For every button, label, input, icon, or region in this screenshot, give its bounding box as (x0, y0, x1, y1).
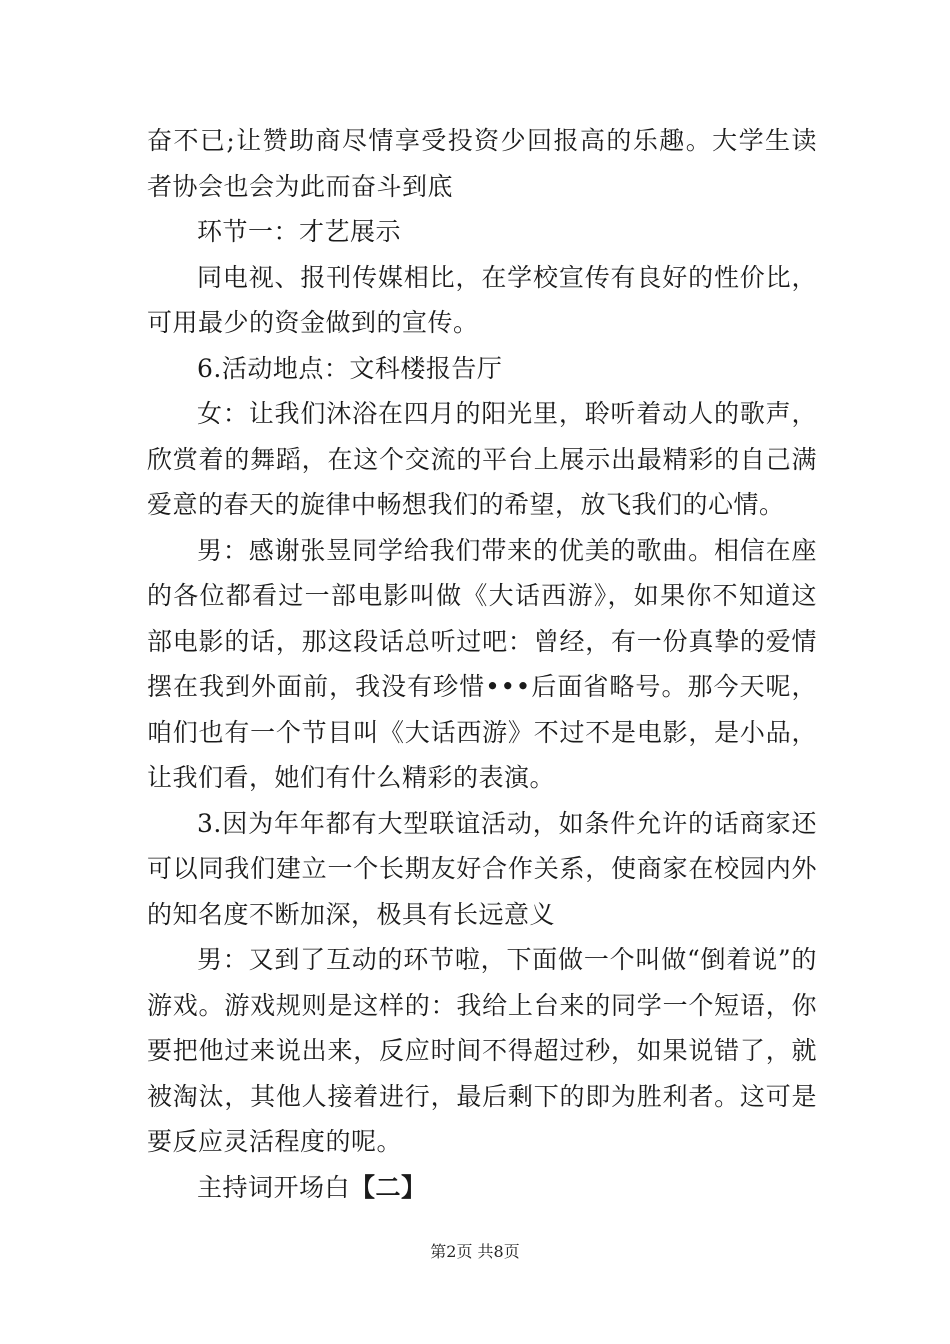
paragraph: 环节一：才艺展示 (197, 217, 402, 246)
paragraph: 奋不已;让赞助商尽情享受投资少回报高的乐趣。大学生读者协会也会为此而奋斗到底 (147, 126, 817, 201)
page-footer: 第2页 共8页 (430, 1242, 520, 1261)
section-heading-number: 【二】 (350, 1172, 427, 1202)
paragraph: 6.活动地点：文科楼报告厅 (197, 353, 503, 383)
paragraph: 女：让我们沐浴在四月的阳光里，聆听着动人的歌声，欣赏着的舞蹈，在这个交流的平台上展示出最精彩的自己满爱意的春天的旋律中畅想我们的希望，放飞我们的心情。 (147, 399, 817, 519)
section-heading (147, 1165, 817, 1211)
paragraph: 男：又到了互动的环节啦，下面做一个叫做“倒着说”的游戏。游戏规则是这样的：我给上台来的同学一个短语，你要把他过来说出来，反应时间不得超过秒，如果说错了，就被淘汰，其他人接着进行，最后剩下的即为胜利者。这可是要反应灵活程度的呢。 (147, 945, 817, 1156)
paragraph: 同电视、报刊传媒相比，在学校宣传有良好的性价比，可用最少的资金做到的宣传。 (147, 262, 817, 337)
section-heading-text: 主持词开场白 (197, 1172, 351, 1202)
paragraph: 男：感谢张昱同学给我们带来的优美的歌曲。相信在座的各位都看过一部电影叫做《大话西游》，如果你不知道这部电影的话，那这段话总听过吧：曾经，有一份真挚的爱情摆在我到外面前，我没有珍惜•••后面省略号。那今天呢，咱们也有一个节目叫《大话西游》不过不是电影，是小品，让我们看，她们有什么精彩的表演。 (147, 535, 817, 792)
paragraph: 3.因为年年都有大型联谊活动，如条件允许的话商家还可以同我们建立一个长期友好合作关系，使商家在校园内外的知名度不断加深，极具有长远意义 (147, 808, 817, 929)
document-body (147, 118, 817, 1210)
